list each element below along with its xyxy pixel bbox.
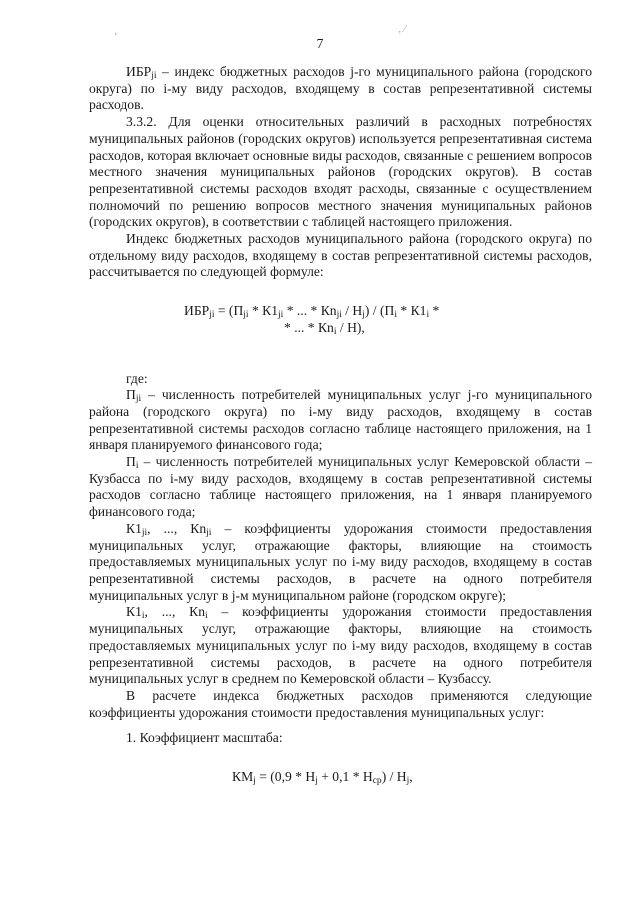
formula-scale-coefficient: $КМ_j = (0,9 * Н_j + 0,1 * Н_{ср}) / Н_j$, bbox=[232, 769, 413, 787]
scan-artifact: ‚ bbox=[114, 26, 118, 37]
document-body bbox=[89, 64, 592, 786]
formula-line: $ИБР_{ji} = (П_{ji} * К1_{ji}$ * ... * $Кn_{ji} / Н_j) / (П_i * К1_i$ * bbox=[184, 303, 440, 321]
formula-line: * ... * $Кn_i / Н$), bbox=[284, 319, 365, 337]
definition-pi: $П_i$ – численность потребителей муниципальных услуг Кемеровской области – Кузбасса по i-му виду расходов, входящему в состав репрезентативной системы расходов согласно таблице настоящего приложения, на 1 января планируемого финансового года; bbox=[89, 454, 592, 520]
definition-pji: $П_{ji}$ – численность потребителей муниципальных услуг j-го муниципального района (городского округа) по i-му виду расходов, входящему в состав репрезентативной системы расходов согласно таблице настоящего приложения, на 1 января планируемого финансового года; bbox=[89, 387, 592, 453]
paragraph-ibr-definition: $ИБР_{ji}$ – индекс бюджетных расходов j-го муниципального района (городского округа) по i-му виду расходов, входящему в состав репрезентативной системы расходов. bbox=[89, 64, 592, 113]
where-label: где: bbox=[126, 370, 148, 386]
definition-k-i: $К1_i$, ..., $Кn_i$ – коэффициенты удорожания стоимости предоставления муниципальных услуг, отражающие факторы, влияющие на стоимость предоставляемых муниципальных услуг по i-му виду расходов, входящему в состав репрезентативной системы расходов, в расчете на одного потребителя муниципальных услуг в среднем по Кемеровской области – Кузбассу. bbox=[89, 604, 592, 687]
paragraph-scale-coefficient: 1. Коэффициент масштаба: bbox=[126, 730, 283, 746]
paragraph-coefficients-intro: В расчете индекса бюджетных расходов применяются следующие коэффициенты удорожания стоимости предоставления муниципальных услуг: bbox=[89, 687, 592, 720]
formula-budget-index bbox=[89, 303, 592, 336]
scan-artifact: ‚ ⁄ bbox=[398, 24, 406, 35]
paragraph-representative-system: 3.3.2. Для оценки относительных различий в расходных потребностях муниципальных районов (городских округов) используется репрезентативная система расходов, которая включает основные виды расходов, связанные с решением вопросов местного значения муниципальных районов (городских округов). В состав репрезентативной системы расходов входят расходы, связанные с осуществлением полномочий по решению вопросов местного значения муниципальных районов (городских округов), в соответствии с таблицей настоящего приложения. bbox=[89, 114, 592, 230]
paragraph-index-intro: Индекс бюджетных расходов муниципального района (городского округа) по отдельному виду расходов, входящему в состав репрезентативной системы расходов, рассчитывается по следующей формуле: bbox=[89, 231, 592, 280]
definition-k-ji: $К1_{ji}$, ..., $Кn_{ji}$ – коэффициенты удорожания стоимости предоставления муниципальных услуг, отражающие факторы, влияющие на стоимость предоставляемых муниципальных услуг по i-му виду расходов, входящему в состав репрезентативной системы расходов, в расчете на одного потребителя муниципальных услуг в j-м муниципальном районе (городском округе); bbox=[89, 520, 592, 603]
page-number: 7 bbox=[316, 36, 324, 51]
